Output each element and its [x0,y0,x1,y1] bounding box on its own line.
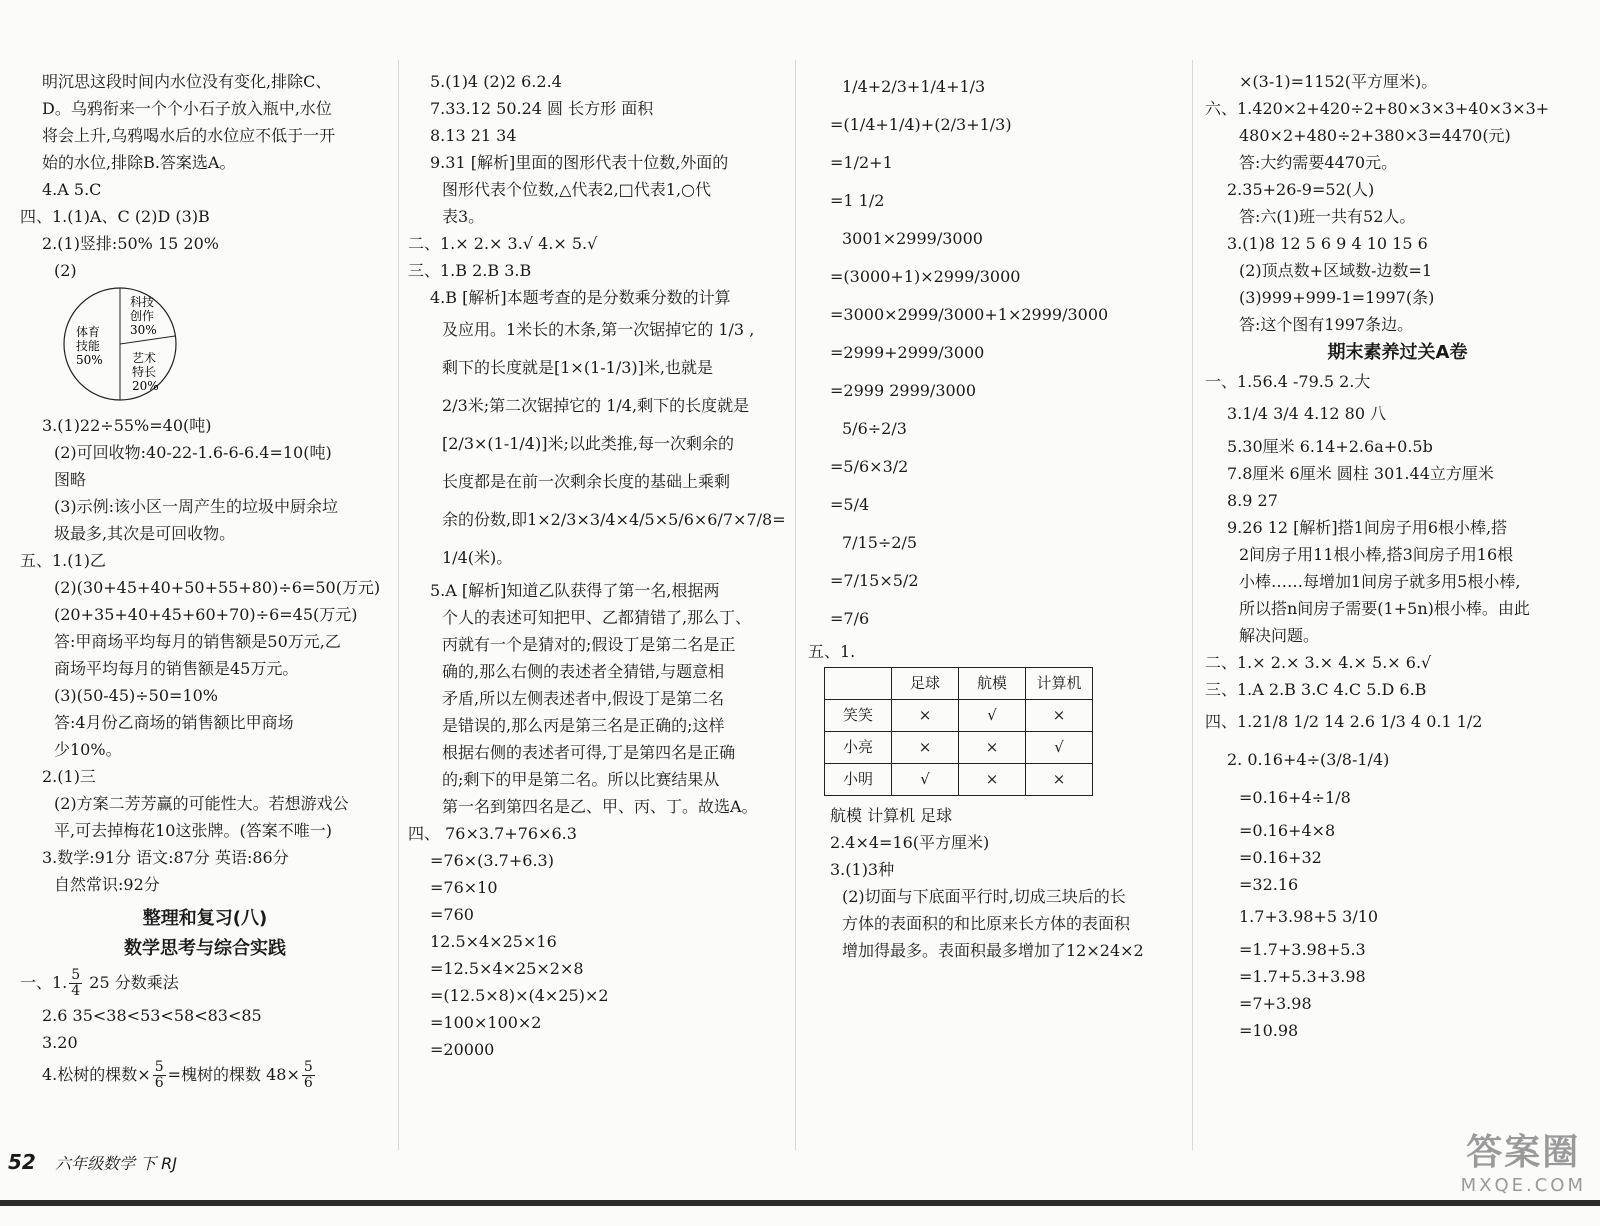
calc-line: =7/15×5/2 [830,571,919,590]
text-line: 3.(1)3种 [830,860,895,879]
text-line: 矛盾,所以左侧表述者中,假设丁是第二名 [442,689,725,708]
answer-table [824,667,1093,796]
text-line: (3)999+999-1=1997(条) [1239,288,1435,307]
table-row [825,700,1093,732]
text-line: 答:甲商场平均每月的销售额是50万元,乙 [54,632,341,651]
text-line: 2间房子用11根小棒,搭3间房子用16根 [1239,545,1514,564]
text-line: 5.A [解析]知道乙队获得了第一名,根据两 [430,581,720,600]
text-line: 2.35+26-9=52(人) [1227,180,1375,199]
text-line: 答:4月份乙商场的销售额比甲商场 [54,713,294,732]
calc-line: =(12.5×8)×(4×25)×2 [430,986,609,1005]
pie-label: 技能 [76,339,101,353]
column-divider [1192,60,1193,1150]
pie-label: 20% [132,379,159,393]
calc-line: 3001×2999/3000 [842,229,983,248]
table-cell: 小亮 [825,732,892,764]
text-line: 将会上升,乌鸦喝水后的水位应不低于一开 [42,126,336,145]
text-line: 3.1/4 3/4 4.12 80 八 [1227,404,1387,423]
calc-line: 7/15÷2/5 [842,533,918,552]
text-line: 长度都是在前一次剩余长度的基础上乘剩 [442,472,731,491]
bottom-rule [0,1200,1600,1206]
answer-line [20,1056,390,1094]
answer-line [20,964,390,1002]
calc-line: 四、 76×3.7+76×6.3 [408,824,577,843]
section-heading: 期末素养过关A卷 [1327,342,1468,363]
text-line: 及应用。1米长的木条,第一次锯掉它的 1/3 , [442,320,755,339]
calc-line: =1/2+1 [830,153,893,172]
calc-line: =0.16+32 [1239,848,1322,867]
table-cell: × [959,732,1026,764]
text-line: 答:大约需要4470元。 [1239,153,1398,172]
page-number: 52 [8,1150,36,1174]
text-line: ×(3-1)=1152(平方厘米)。 [1239,72,1438,91]
fraction: $\frac{5}{4}$ [71,967,81,999]
text-line: 2/3米;第二次锯掉它的 1/4,剩下的长度就是 [442,396,750,415]
text-line: (3)(50-45)÷50=10% [54,686,219,705]
text-line: (2)可回收物:40-22-1.6-6-6.4=10(吨) [54,443,332,462]
text-line: (2)(30+45+40+50+55+80)÷6=50(万元) [54,578,381,597]
text-line: (2)顶点数+区域数-边数=1 [1239,261,1433,280]
text-line: 2.4×4=16(平方厘米) [830,833,990,852]
section-label: 五、1. [808,642,856,661]
text: 4.松树的棵数× [42,1065,151,1084]
table-cell: × [959,764,1026,796]
label: 一、1. [20,973,68,992]
text-line: 二、1.× 2.× 3.√ 4.× 5.√ [408,234,598,253]
text-line: 剩下的长度就是[1×(1-1/3)]米,也就是 [442,358,713,377]
calc-line: =7+3.98 [1239,994,1312,1013]
text-line: 三、1.A 2.B 3.C 4.C 5.D 6.B [1205,680,1427,699]
table-cell [825,668,892,700]
text-line: 9.26 12 [解析]搭1间房子用6根小棒,搭 [1227,518,1508,537]
calc-line: 12.5×4×25×16 [430,932,557,951]
fraction: $\frac{5}{6}$ [303,1059,313,1091]
pie-divider [120,336,175,344]
answer-line: 4.A 5.C [42,180,102,199]
text-line: 丙就有一个是猜对的;假设丁是第二名是正 [442,635,736,654]
table-cell: × [1026,764,1093,796]
text-line: [2/3×(1-1/4)]米;以此类推,每一次剩余的 [442,434,734,453]
table-cell: 计算机 [1026,668,1093,700]
calc-line: =2999+2999/3000 [830,343,985,362]
text-line: 表3。 [442,207,485,226]
text-line: 所以搭n间房子需要(1+5n)根小棒。由此 [1239,599,1530,618]
watermark-url: MXQE.COM [1460,1175,1586,1196]
text-line: 3.数学:91分 语文:87分 英语:86分 [42,848,289,867]
calc-line: =10.98 [1239,1021,1299,1040]
calc-line: =1.7+3.98+5.3 [1239,940,1366,959]
text-line: 答:六(1)班一共有52人。 [1239,207,1416,226]
section-subheading: 数学思考与综合实践 [124,938,286,959]
text-line: (2)切面与下底面平行时,切成三块后的长 [842,887,1126,906]
calc-line: =100×100×2 [430,1013,542,1032]
text-line: 六、1.420×2+420÷2+80×3×3+40×3×3+ [1205,99,1550,118]
text-line: 三、1.B 2.B 3.B [408,261,532,280]
text-line: 方体的表面积的和比原来长方体的表面积 [842,914,1131,933]
calc-line: =0.16+4×8 [1239,821,1336,840]
text-line: 少10%。 [54,740,122,759]
page-footer [8,1150,177,1174]
section-4-q1: 四、1.(1)A、C (2)D (3)B [20,207,210,226]
table-row [825,668,1093,700]
calc-line: =760 [430,905,474,924]
text-line: 2.(1)三 [42,767,96,786]
text-line: 商场平均每月的销售额是45万元。 [54,659,299,678]
text-line: 4.B [解析]本题考查的是分数乘分数的计算 [430,288,731,307]
text-line: 是错误的,那么丙是第三名是正确的;这样 [442,716,725,735]
text: 25 分数乘法 [89,973,179,992]
pie-label: 艺术 [132,351,157,365]
table-cell: √ [892,764,959,796]
text-line: 480×2+480÷2+380×3=4470(元) [1239,126,1511,145]
answer-line: 3.20 [42,1033,78,1052]
answer-line: 2.6 35<38<53<58<83<85 [42,1006,262,1025]
calc-line: =32.16 [1239,875,1299,894]
table-row [825,732,1093,764]
text-line: D。乌鸦衔来一个个小石子放入瓶中,水位 [42,99,332,118]
text-line: 图略 [54,470,87,489]
calc-line: 5/6÷2/3 [842,419,907,438]
section-4-q2: 2.(1)竖排:50% 15 20% [42,234,219,253]
text-line: 3.(1)22÷55%=40(吨) [42,416,212,435]
text-line: 第一名到第四名是乙、甲、丙、丁。故选A。 [442,797,758,816]
calc-line: =1 1/2 [830,191,885,210]
text-line: 5.(1)4 (2)2 6.2.4 [430,72,562,91]
calc-line: =5/6×3/2 [830,457,909,476]
text-line: 3.(1)8 12 5 6 9 4 10 15 6 [1227,234,1428,253]
calc-line: =7/6 [830,609,870,628]
text-line: 圾最多,其次是可回收物。 [54,524,236,543]
table-cell: × [1026,700,1093,732]
text-line: 增加得最多。表面积最多增加了12×24×2 [842,941,1144,960]
text-line: 五、1.(1)乙 [20,551,106,570]
column-divider [398,60,399,1150]
text-line: (2)方案二芳芳赢的可能性大。若想游戏公 [54,794,349,813]
calc-line: =76×(3.7+6.3) [430,851,554,870]
text-line: 答:这个图有1997条边。 [1239,315,1414,334]
text-line: 9.31 [解析]里面的图形代表十位数,外面的 [430,153,729,172]
book-title: 六年级数学 下 RJ [54,1154,177,1173]
table-row [825,764,1093,796]
pie-chart [60,284,190,404]
text-line: (3)示例:该小区一周产生的垃圾中厨余垃 [54,497,339,516]
table-cell: √ [959,700,1026,732]
text-line: 8.13 21 34 [430,126,517,145]
pie-label: 科技 [130,295,155,309]
calc-line: =12.5×4×25×2×8 [430,959,584,978]
calc-line: 2. 0.16+4÷(3/8-1/4) [1227,750,1390,769]
calc-line: =0.16+4÷1/8 [1239,788,1351,807]
text-line: 确的,那么右侧的表述者全猜错,与题意相 [442,662,725,681]
text-line: 8.9 27 [1227,491,1278,510]
text-line: 一、1.56.4 -79.5 2.大 [1205,372,1371,391]
table-cell: 足球 [892,668,959,700]
section-heading: 整理和复习(八) [142,908,268,929]
calc-line: 1/4+2/3+1/4+1/3 [842,77,986,96]
text: =槐树的棵数 48× [167,1065,300,1084]
table-cell: × [892,732,959,764]
table-cell: 小明 [825,764,892,796]
text-line: 自然常识:92分 [54,875,160,894]
column-3 [808,68,1188,964]
text-line: 7.8厘米 6厘米 圆柱 301.44立方厘米 [1227,464,1494,483]
pie-label: 特长 [132,365,157,379]
column-4 [1205,68,1590,1044]
table-cell: × [892,700,959,732]
pie-label: 50% [76,353,103,367]
text-line: 5.30厘米 6.14+2.6a+0.5b [1227,437,1433,456]
calc-line: =20000 [430,1040,495,1059]
text-line: 根据右侧的表述者可得,丁是第四名是正确 [442,743,736,762]
text-line: 小棒……每增加1间房子就多用5根小棒, [1239,572,1521,591]
pie-label: 创作 [130,309,155,323]
text-line: 1/4(米)。 [442,548,513,567]
text-line: 的;剩下的甲是第二名。所以比赛结果从 [442,770,720,789]
text-line: 航模 计算机 足球 [830,806,953,825]
calc-line: =5/4 [830,495,870,514]
table-cell: 航模 [959,668,1026,700]
watermark-logo [1461,1124,1586,1196]
text-line: 7.33.12 50.24 圆 长方形 面积 [430,99,654,118]
column-divider [795,60,796,1150]
calc-line: =(3000+1)×2999/3000 [830,267,1021,286]
fraction: $\frac{5}{6}$ [154,1059,164,1091]
calc-line: 1.7+3.98+5 3/10 [1239,907,1379,926]
q2-part2-label: (2) [54,261,77,280]
calc-line: =3000×2999/3000+1×2999/3000 [830,305,1109,324]
text-line: 余的份数,即1×2/3×3/4×4/5×5/6×6/7×7/8= [442,510,786,529]
text-line: 平,可去掉梅花10这张牌。(答案不唯一) [54,821,332,840]
column-1 [20,68,390,1094]
text-line: 图形代表个位数,△代表2,□代表1,○代 [442,180,712,199]
text-line: 四、1.21/8 1/2 14 2.6 1/3 4 0.1 1/2 [1205,712,1483,731]
calc-line: =2999 2999/3000 [830,381,977,400]
calc-line: =(1/4+1/4)+(2/3+1/3) [830,115,1012,134]
text-line: 个人的表述可知把甲、乙都猜错了,那么丁、 [442,608,752,627]
column-2 [408,68,788,1063]
text-line: (20+35+40+45+60+70)÷6=45(万元) [54,605,358,624]
calc-line: =76×10 [430,878,498,897]
pie-label: 体育 [76,325,101,339]
text-line: 二、1.× 2.× 3.× 4.× 5.× 6.√ [1205,653,1432,672]
text-line: 始的水位,排除B.答案选A。 [42,153,236,172]
pie-label: 30% [130,323,157,337]
table-cell: √ [1026,732,1093,764]
watermark-text: 答案圈 [1466,1132,1581,1173]
table-cell: 笑笑 [825,700,892,732]
text-line: 解决问题。 [1239,626,1320,645]
text-line: 明沉思这段时间内水位没有变化,排除C、 [42,72,332,91]
calc-line: =1.7+5.3+3.98 [1239,967,1366,986]
